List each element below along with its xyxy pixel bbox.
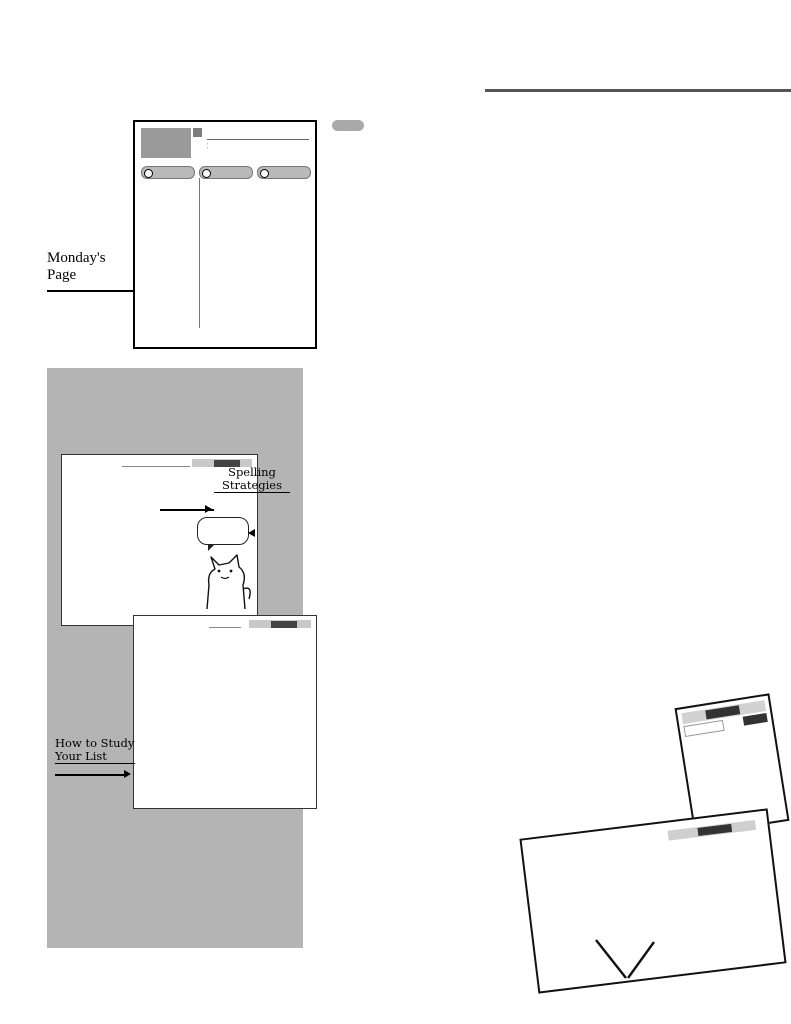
- letter-logo: [668, 820, 757, 841]
- howto-logo: [249, 620, 311, 628]
- letter-body: [547, 841, 746, 870]
- focus-item-1: •: [207, 146, 209, 151]
- title-rule: [485, 89, 791, 92]
- speech-bubble: [197, 517, 249, 545]
- callout-mondays-page: [47, 250, 137, 284]
- letter-item-3: [548, 846, 747, 870]
- focus-item-0: •: [207, 142, 209, 146]
- leader-arrow-strategies: [205, 505, 212, 513]
- day-badge-monday: [332, 120, 364, 131]
- callout-how-to-study: [55, 737, 135, 765]
- strategies-title-rule: [122, 466, 190, 467]
- dog-illustration: [197, 549, 253, 611]
- letter-thanks: [548, 846, 747, 870]
- callout-strategies-rule: [214, 492, 290, 493]
- art-easel-stand: [592, 938, 712, 980]
- step-badge-2: [199, 166, 253, 179]
- howto-panel-grid: [140, 632, 310, 794]
- howto-logo-b: [271, 621, 297, 628]
- page-header: [47, 56, 747, 100]
- pointer-arrow-icon: [248, 529, 255, 537]
- unit-tab-icon: [193, 128, 202, 137]
- thumbnail-title-rule: [207, 139, 309, 140]
- thumbnail-focus-block: [207, 142, 208, 151]
- step-badge-1-number: [144, 169, 153, 178]
- letter-salutation: [547, 841, 746, 865]
- step-badge-2-number: [202, 169, 211, 178]
- callout-howto-line2: Your List: [55, 748, 107, 763]
- letter-item-2: [548, 846, 747, 870]
- leader-line-howto: [55, 774, 127, 776]
- callout-strategies-line2: Strategies: [221, 477, 283, 492]
- callout-mondays-page-line1: Monday's: [47, 250, 106, 266]
- takehome-unit-tab: [743, 713, 768, 726]
- thumbnail-logo: [141, 128, 191, 158]
- main-content: [332, 118, 752, 153]
- thumbnail-step-badges: [141, 166, 309, 177]
- callout-howto-line1: How to Study: [55, 736, 135, 750]
- thumbnail-mondays-page: [133, 120, 317, 349]
- letter-intro: [548, 846, 747, 870]
- thumbnail-how-to-study-your-list: [133, 615, 317, 809]
- leader-arrow-howto: [124, 770, 131, 778]
- letter-item-1: [548, 846, 747, 870]
- step-badge-3-number: [260, 169, 269, 178]
- letter-closing: [548, 846, 747, 870]
- callout-strategies-line1: Spelling: [228, 465, 276, 479]
- letter-logo-b: [697, 824, 732, 836]
- step-badge-1: [141, 166, 195, 179]
- fold-line: [199, 178, 200, 328]
- callout-howto-rule: [55, 763, 135, 764]
- step-badge-3: [257, 166, 311, 179]
- callout-mondays-page-line2: Page: [47, 267, 77, 283]
- howto-title-rule: [209, 627, 241, 628]
- callout-spelling-strategies: [214, 466, 290, 494]
